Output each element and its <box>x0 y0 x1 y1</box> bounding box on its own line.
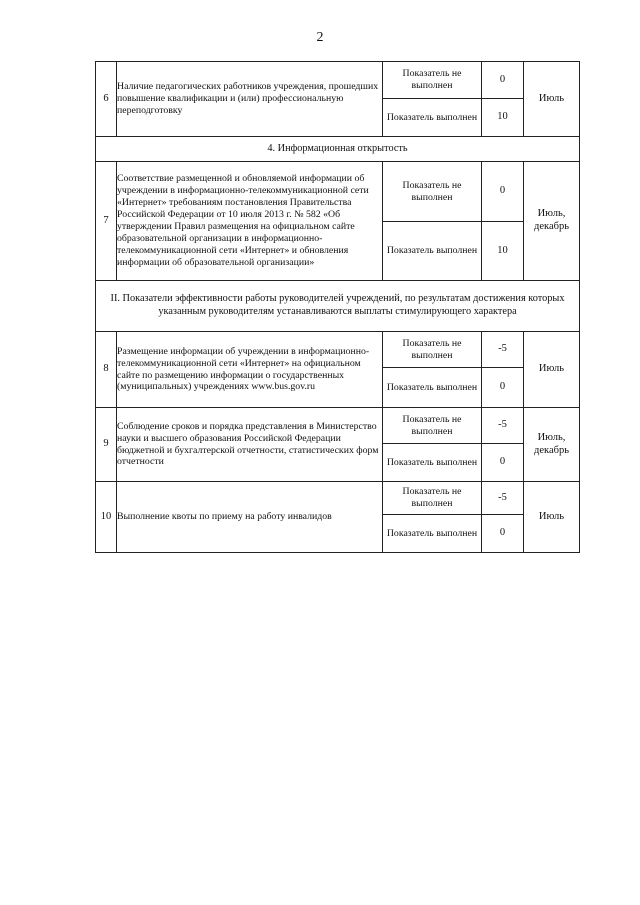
condition-met: Показатель выполнен <box>383 222 482 281</box>
indicator-description: Соответствие размещенной и обновляемой информации об учреждении в информационно-телекоммуникационной сети «Интернет» требованиям постановления Правительства Российской Федерации от 10 июля 2013 г. № 582 «Об утверждении Правил размещения на официальном сайте образовательной организации в информационно-телекоммуникационной сети «Интернет» и обновления информации об образовательной организации» <box>117 162 383 281</box>
score-not-met: 0 <box>482 62 524 99</box>
indicator-description: Наличие педагогических работников учреждения, прошедших повышение квалификации и (или) профессиональную переподготовку <box>117 62 383 137</box>
condition-not-met: Показатель не выполнен <box>383 62 482 99</box>
section-heading: II. Показатели эффективности работы руководителей учреждений, по результатам достижения которых указанным руководителям устанавливаются выплаты стимулирующего характера <box>96 281 580 332</box>
page-number: 2 <box>316 30 324 45</box>
table-row <box>96 62 580 99</box>
condition-not-met: Показатель не выполнен <box>383 162 482 222</box>
section-row <box>96 281 580 332</box>
table-row <box>96 162 580 222</box>
condition-not-met: Показатель не выполнен <box>383 482 482 515</box>
section-row <box>96 137 580 162</box>
score-met: 0 <box>482 515 524 553</box>
score-not-met: 0 <box>482 162 524 222</box>
table-row <box>96 482 580 515</box>
row-number: 6 <box>96 62 117 137</box>
table-row <box>96 408 580 444</box>
condition-met: Показатель выполнен <box>383 368 482 408</box>
row-number: 7 <box>96 162 117 281</box>
row-number: 10 <box>96 482 117 553</box>
condition-not-met: Показатель не выполнен <box>383 408 482 444</box>
indicators-table <box>95 61 580 553</box>
indicator-description: Выполнение квоты по приему на работу инвалидов <box>117 482 383 553</box>
table-row <box>96 332 580 368</box>
condition-met: Показатель выполнен <box>383 99 482 137</box>
indicator-description: Размещение информации об учреждении в информационно-телекоммуникационной сети «Интернет» на официальном сайте по размещению информации о государственных (муниципальных) учреждениях www.bus.gov.ru <box>117 332 383 408</box>
evaluation-period: Июль <box>524 62 580 137</box>
condition-met: Показатель выполнен <box>383 515 482 553</box>
score-met: 10 <box>482 99 524 137</box>
score-met: 0 <box>482 368 524 408</box>
score-not-met: -5 <box>482 332 524 368</box>
score-not-met: -5 <box>482 482 524 515</box>
evaluation-period: Июль <box>524 482 580 553</box>
evaluation-period: Июль <box>524 332 580 408</box>
row-number: 8 <box>96 332 117 408</box>
score-not-met: -5 <box>482 408 524 444</box>
evaluation-period: Июль, декабрь <box>524 162 580 281</box>
evaluation-period: Июль, декабрь <box>524 408 580 482</box>
indicator-description: Соблюдение сроков и порядка представления в Министерство науки и высшего образования Российской Федерации бюджетной и бухгалтерской отчетности, статистических форм отчетности <box>117 408 383 482</box>
condition-not-met: Показатель не выполнен <box>383 332 482 368</box>
score-met: 10 <box>482 222 524 281</box>
section-heading: 4. Информационная открытость <box>96 137 580 162</box>
condition-met: Показатель выполнен <box>383 444 482 482</box>
row-number: 9 <box>96 408 117 482</box>
score-met: 0 <box>482 444 524 482</box>
